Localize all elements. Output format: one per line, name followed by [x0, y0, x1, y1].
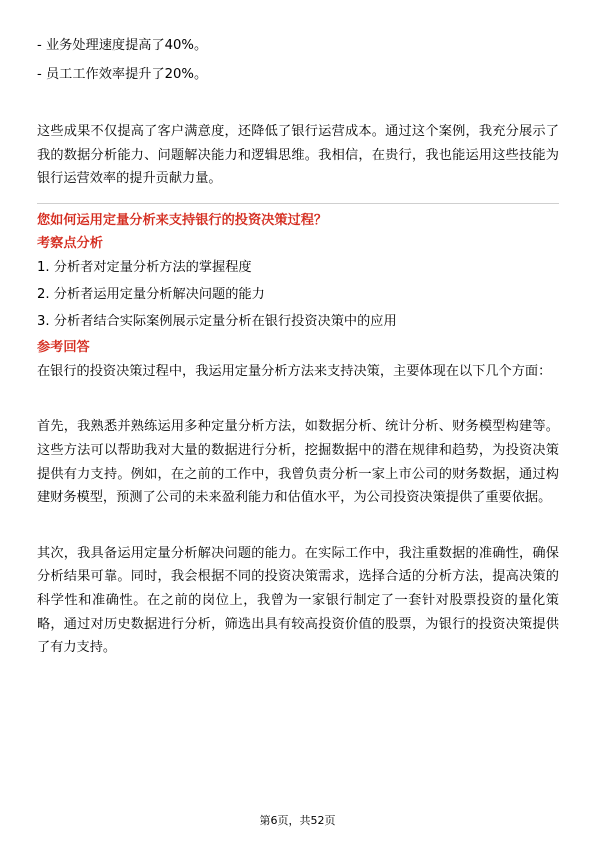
- analysis-item: 3. 分析者结合实际案例展示定量分析在银行投资决策中的应用: [37, 313, 397, 329]
- answer-heading: 参考回答: [37, 339, 90, 355]
- section-divider: [37, 203, 559, 204]
- summary-paragraph: 这些成果不仅提高了客户满意度，还降低了银行运营成本。通过这个案例，我充分展示了我的数据分析能力、问题解决能力和逻辑思维。我相信，在贵行，我也能运用这些技能为银行运营效率的提升贡献力量。: [37, 124, 559, 187]
- analysis-item: 1. 分析者对定量分析方法的掌握程度: [37, 259, 252, 275]
- result-bullet-efficiency: - 员工工作效率提升了20%。: [37, 67, 208, 82]
- analysis-heading: 考察点分析: [37, 235, 103, 251]
- answer-intro-paragraph: 在银行的投资决策过程中，我运用定量分析方法来支持决策，主要体现在以下几个方面：: [37, 363, 552, 379]
- result-bullet-speed: - 业务处理速度提高了40%。: [37, 38, 208, 53]
- answer-paragraph-first: 首先，我熟悉并熟练运用多种定量分析方法，如数据分析、统计分析、财务模型构建等。这些方法可以帮助我对大量的数据进行分析，挖掘数据中的潜在规律和趋势，为投资决策提供有力支持。例如，在之前的工作中，我曾负责分析一家上市公司的财务数据，通过构建财务模型，预测了公司的未来盈利能力和估值水平，为公司投资决策提供了重要依据。: [37, 419, 559, 506]
- analysis-item: 2. 分析者运用定量分析解决问题的能力: [37, 286, 265, 302]
- question-title: 您如何运用定量分析来支持银行的投资决策过程？: [37, 212, 328, 228]
- page-number-footer: 第6页，共52页: [259, 814, 336, 827]
- answer-paragraph-second: 其次，我具备运用定量分析解决问题的能力。在实际工作中，我注重数据的准确性，确保分析结果可靠。同时，我会根据不同的投资决策需求，选择合适的分析方法，提高决策的科学性和准确性。在之前的岗位上，我曾为一家银行制定了一套针对股票投资的量化策略，通过对历史数据进行分析，筛选出具有较高投资价值的股票，为银行的投资决策提供了有力支持。: [37, 545, 559, 656]
- page-content: [37, 34, 559, 660]
